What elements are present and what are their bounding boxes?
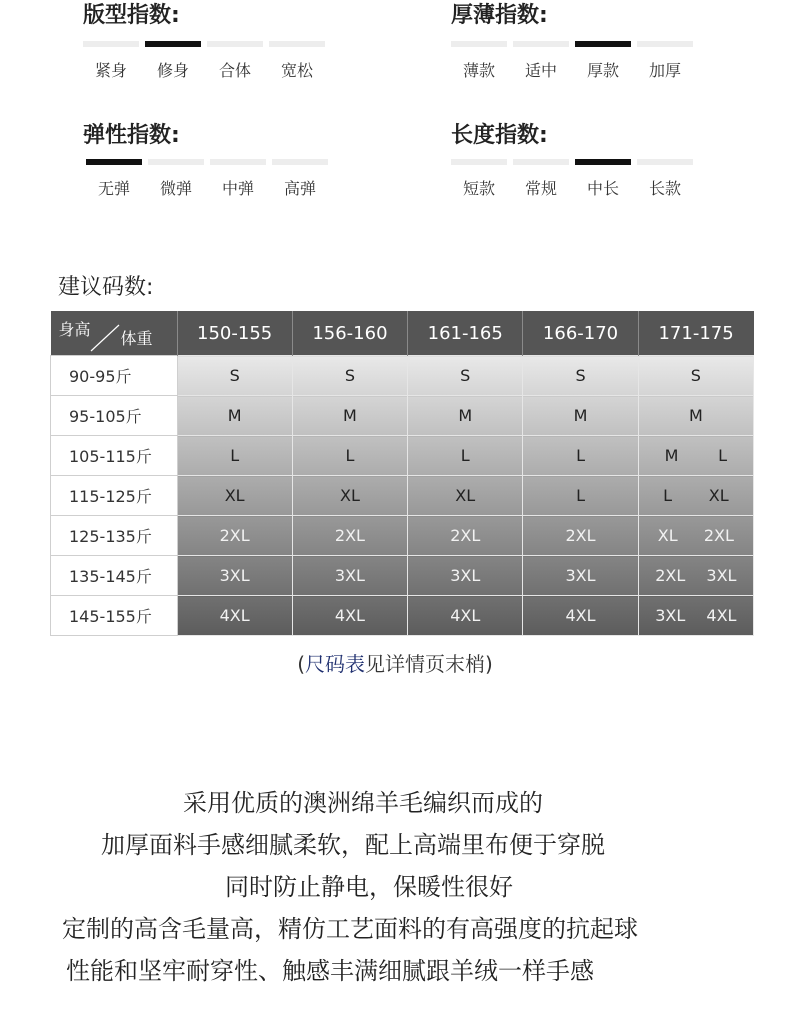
size-cell-options bbox=[639, 486, 753, 505]
elasticity-option: 中弹 bbox=[221, 179, 254, 198]
length-option-selected: 中长 bbox=[586, 179, 619, 198]
height-column-header: 156-160 bbox=[292, 311, 407, 356]
elasticity-bar-segment-selected bbox=[86, 159, 142, 165]
weight-row-header: 90-95斤 bbox=[51, 356, 178, 396]
fit-option: 合体 bbox=[218, 61, 251, 80]
size-cell: XL bbox=[177, 476, 292, 516]
table-row bbox=[51, 396, 754, 436]
corner-weight-label: 体重 bbox=[120, 329, 153, 348]
length-bar-segment bbox=[637, 159, 693, 165]
fit-option: 宽松 bbox=[280, 61, 313, 80]
table-row bbox=[51, 556, 754, 596]
corner-height-label: 身高 bbox=[58, 320, 91, 339]
height-column-header: 166-170 bbox=[523, 311, 638, 356]
size-cell: 4XL bbox=[177, 596, 292, 636]
table-row bbox=[51, 476, 754, 516]
size-table-title: 建议码数: bbox=[58, 275, 154, 300]
elasticity-bar-segment bbox=[272, 159, 328, 165]
size-option: 3XL bbox=[706, 566, 737, 585]
thickness-bar-segment bbox=[637, 41, 693, 47]
elasticity-option: 微弹 bbox=[159, 179, 192, 198]
table-row bbox=[51, 356, 754, 396]
thickness-bar-segment bbox=[451, 41, 507, 47]
note-open-paren: ( bbox=[297, 652, 305, 676]
table-row bbox=[51, 516, 754, 556]
size-cell bbox=[638, 596, 753, 636]
size-cell bbox=[638, 476, 753, 516]
elasticity-index-title: 弹性指数: bbox=[83, 123, 180, 148]
size-option: L bbox=[663, 486, 672, 505]
table-corner-header bbox=[51, 311, 178, 356]
thickness-bar-segment-selected bbox=[575, 41, 631, 47]
table-row bbox=[51, 596, 754, 636]
size-cell: 2XL bbox=[408, 516, 523, 556]
size-cell: M bbox=[523, 396, 638, 436]
weight-row-header: 115-125斤 bbox=[51, 476, 178, 516]
size-cell: S bbox=[523, 356, 638, 396]
size-cell: L bbox=[523, 436, 638, 476]
size-cell: M bbox=[292, 396, 407, 436]
size-cell: M bbox=[638, 396, 753, 436]
elasticity-bar-segment bbox=[210, 159, 266, 165]
note-rest: 见详情页末梢) bbox=[365, 652, 493, 676]
size-cell: 4XL bbox=[523, 596, 638, 636]
description-line: 性能和坚牢耐穿性、触感丰满细腻跟羊绒一样手感 bbox=[66, 957, 594, 985]
size-cell: 3XL bbox=[408, 556, 523, 596]
description-line: 定制的高含毛量高，精仿工艺面料的有高强度的抗起球 bbox=[62, 915, 638, 943]
length-bar-segment bbox=[451, 159, 507, 165]
weight-row-header: 125-135斤 bbox=[51, 516, 178, 556]
size-cell: M bbox=[408, 396, 523, 436]
fit-bar-segment bbox=[83, 41, 139, 47]
weight-row-header: 135-145斤 bbox=[51, 556, 178, 596]
fit-bar-segment bbox=[269, 41, 325, 47]
weight-row-header: 145-155斤 bbox=[51, 596, 178, 636]
size-cell: 4XL bbox=[408, 596, 523, 636]
size-cell: 2XL bbox=[523, 516, 638, 556]
weight-row-header: 95-105斤 bbox=[51, 396, 178, 436]
thickness-bar-segment bbox=[513, 41, 569, 47]
size-cell: 3XL bbox=[523, 556, 638, 596]
description-line: 采用优质的澳洲绵羊毛编织而成的 bbox=[183, 789, 543, 817]
size-cell: 3XL bbox=[292, 556, 407, 596]
height-column-header: 161-165 bbox=[408, 311, 523, 356]
thickness-option: 薄款 bbox=[462, 61, 495, 80]
length-option: 长款 bbox=[648, 179, 681, 198]
thickness-option-selected: 厚款 bbox=[586, 61, 619, 80]
size-cell: S bbox=[408, 356, 523, 396]
fit-bar-segment bbox=[207, 41, 263, 47]
size-option: 2XL bbox=[655, 566, 686, 585]
size-option: 2XL bbox=[703, 526, 734, 545]
size-cell: L bbox=[523, 476, 638, 516]
size-option: XL bbox=[657, 526, 678, 545]
size-option: 4XL bbox=[706, 606, 737, 625]
size-option: L bbox=[718, 446, 728, 465]
size-cell: 4XL bbox=[292, 596, 407, 636]
size-cell: L bbox=[177, 436, 292, 476]
size-cell: 3XL bbox=[177, 556, 292, 596]
size-cell-options bbox=[639, 606, 753, 625]
size-cell: XL bbox=[292, 476, 407, 516]
size-cell: 2XL bbox=[292, 516, 407, 556]
size-option: XL bbox=[708, 486, 729, 505]
size-cell bbox=[638, 556, 753, 596]
size-option: M bbox=[664, 446, 679, 465]
length-bar-segment-selected bbox=[575, 159, 631, 165]
fit-option: 紧身 bbox=[94, 61, 127, 80]
height-column-header: 150-155 bbox=[177, 311, 292, 356]
size-cell-options bbox=[639, 526, 753, 545]
size-cell: XL bbox=[408, 476, 523, 516]
size-chart-note bbox=[0, 648, 790, 677]
weight-row-header: 105-115斤 bbox=[51, 436, 178, 476]
fit-option-selected: 修身 bbox=[156, 61, 189, 80]
length-option: 常规 bbox=[524, 179, 557, 198]
height-column-header: 171-175 bbox=[638, 311, 753, 356]
size-table bbox=[50, 311, 754, 636]
size-cell bbox=[638, 516, 753, 556]
size-cell bbox=[638, 436, 753, 476]
elasticity-option-selected: 无弹 bbox=[97, 179, 130, 198]
size-chart-link[interactable]: 尺码表 bbox=[305, 652, 365, 676]
size-cell: L bbox=[292, 436, 407, 476]
elasticity-option: 高弹 bbox=[283, 179, 316, 198]
size-cell: S bbox=[638, 356, 753, 396]
size-cell: L bbox=[408, 436, 523, 476]
length-bar-segment bbox=[513, 159, 569, 165]
thickness-index-title: 厚薄指数: bbox=[451, 3, 548, 28]
thickness-option: 加厚 bbox=[648, 61, 681, 80]
description-line: 加厚面料手感细腻柔软，配上高端里布便于穿脱 bbox=[101, 831, 605, 859]
size-option: 3XL bbox=[655, 606, 686, 625]
length-index-title: 长度指数: bbox=[451, 123, 548, 148]
elasticity-bar-segment bbox=[148, 159, 204, 165]
size-cell-options bbox=[639, 566, 753, 585]
size-cell: M bbox=[177, 396, 292, 436]
fit-index-title: 版型指数: bbox=[83, 3, 180, 28]
description-line: 同时防止静电，保暖性很好 bbox=[225, 873, 513, 901]
size-cell: S bbox=[177, 356, 292, 396]
size-cell: S bbox=[292, 356, 407, 396]
table-row bbox=[51, 436, 754, 476]
size-cell-options bbox=[639, 446, 753, 465]
length-option: 短款 bbox=[462, 179, 495, 198]
fit-bar-segment-selected bbox=[145, 41, 201, 47]
thickness-option: 适中 bbox=[524, 61, 557, 80]
size-cell: 2XL bbox=[177, 516, 292, 556]
